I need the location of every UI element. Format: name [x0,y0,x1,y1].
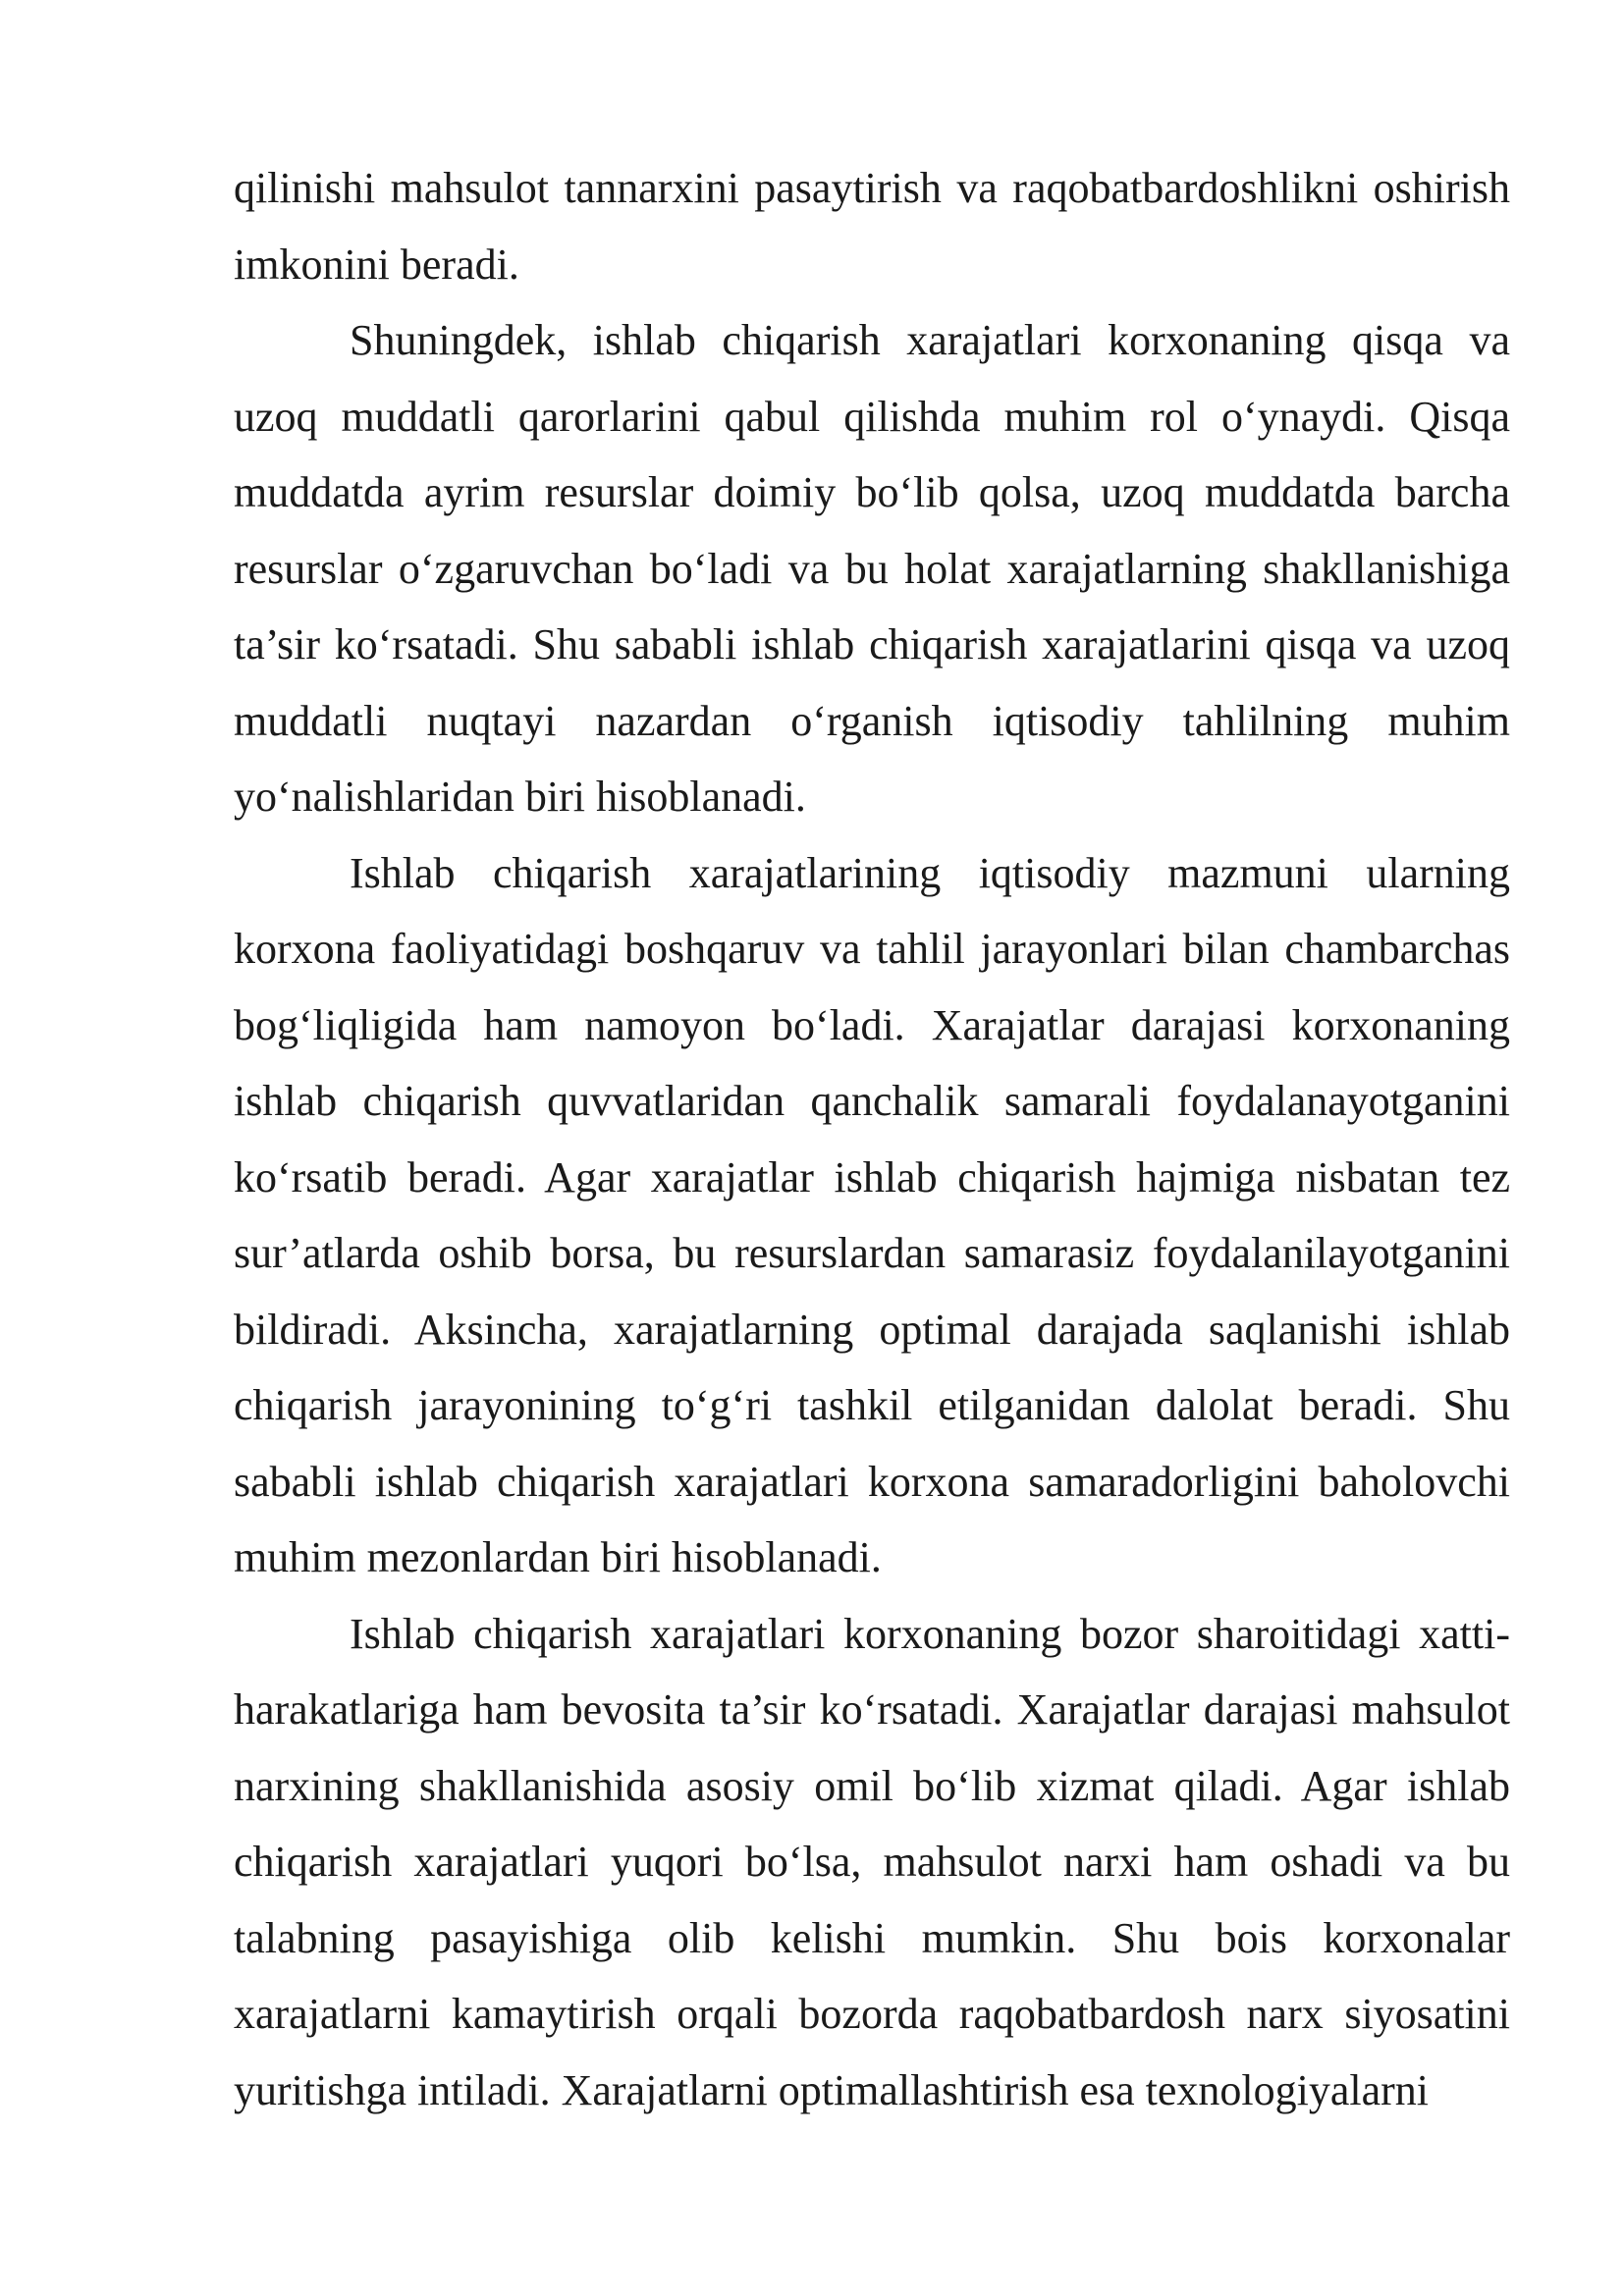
document-body [234,150,1510,2128]
paragraph: Ishlab chiqarish xarajatlari korxonaning bozor sharoitidagi xatti-harakatlariga ham bevosita ta’sir ko‘rsatadi. Xarajatlar darajasi mahsulot narxining shakllanishida asosiy omil bo‘lib xizmat qiladi. Agar ishlab chiqarish xarajatlari yuqori bo‘lsa, mahsulot narxi ham oshadi va bu talabning pasayishiga olib kelishi mumkin. Shu bois korxonalar xarajatlarni kamaytirish orqali bozorda raqobatbardosh narx siyosatini yuritishga intiladi. Xarajatlarni optimallashtirish esa texnologiyalarni [234,1609,1510,2114]
paragraph: Shuningdek, ishlab chiqarish xarajatlari korxonaning qisqa va uzoq muddatli qarorlarini qabul qilishda muhim rol o‘ynaydi. Qisqa muddatda ayrim resurslar doimiy bo‘lib qolsa, uzoq muddatda barcha resurslar o‘zgaruvchan bo‘ladi va bu holat xarajatlarning shakllanishiga ta’sir ko‘rsatadi. Shu sababli ishlab chiqarish xarajatlarini qisqa va uzoq muddatli nuqtayi nazardan o‘rganish iqtisodiy tahlilning muhim yo‘nalishlaridan biri hisoblanadi. [234,316,1510,821]
paragraph: qilinishi mahsulot tannarxini pasaytirish va raqobatbardoshlikni oshirish imkonini beradi. [234,164,1510,289]
paragraph: Ishlab chiqarish xarajatlarining iqtisodiy mazmuni ularning korxona faoliyatidagi boshqaruv va tahlil jarayonlari bilan chambarchas bog‘liqligida ham namoyon bo‘ladi. Xarajatlar darajasi korxonaning ishlab chiqarish quvvatlaridan qanchalik samarali foydalanayotganini ko‘rsatib beradi. Agar xarajatlar ishlab chiqarish hajmiga nisbatan tez sur’atlarda oshib borsa, bu resurslardan samarasiz foydalanilayotganini bildiradi. Aksincha, xarajatlarning optimal darajada saqlanishi ishlab chiqarish jarayonining to‘g‘ri tashkil etilganidan dalolat beradi. Shu sababli ishlab chiqarish xarajatlari korxona samaradorligini baholovchi muhim mezonlardan biri hisoblanadi. [234,848,1510,1581]
